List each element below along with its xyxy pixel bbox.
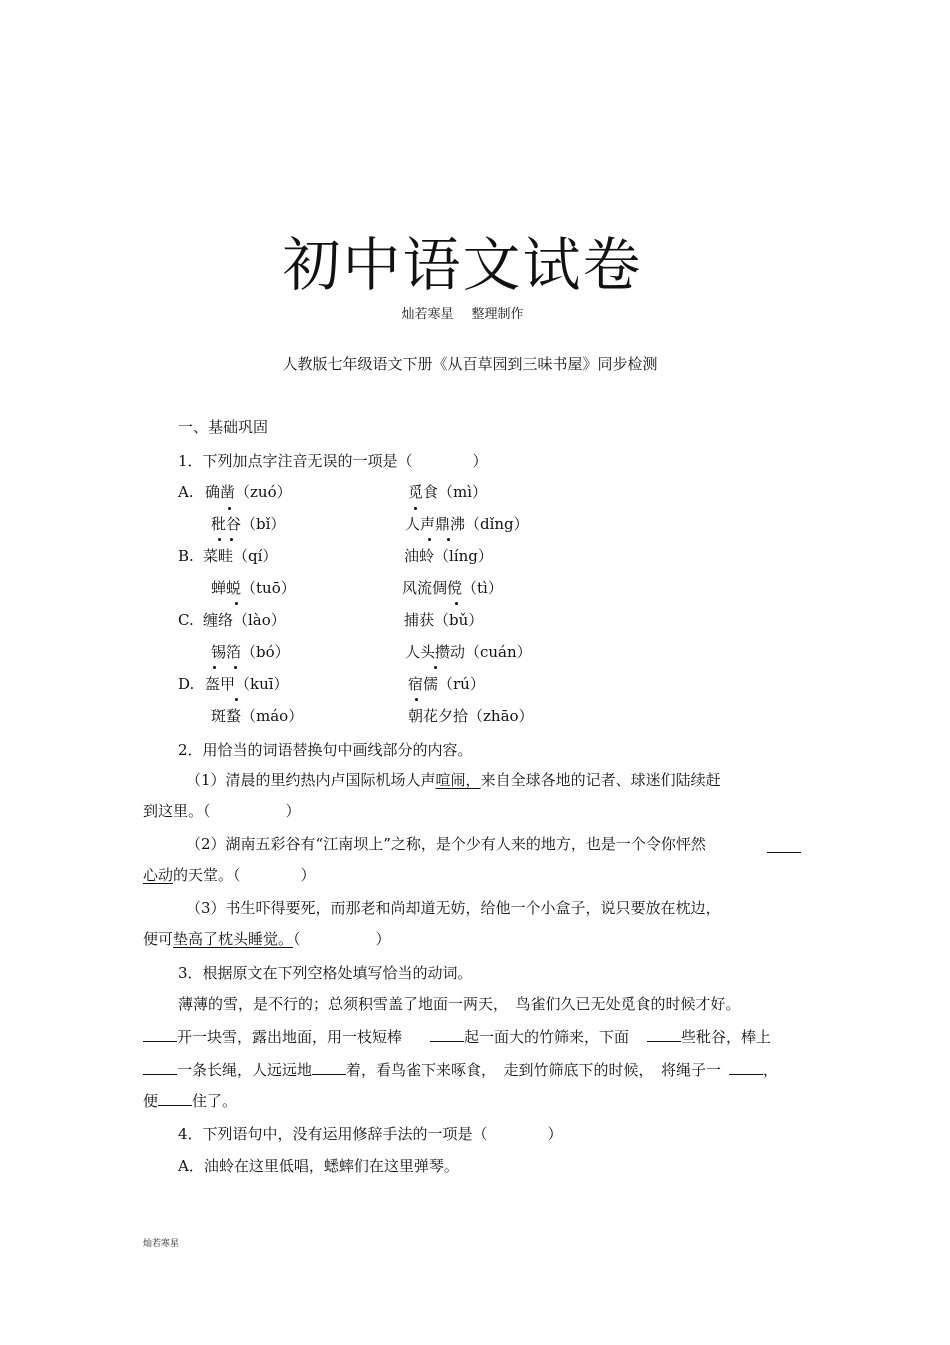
question-4-stem: 4．下列语句中，没有运用修辞手法的一项是（ ） [178, 1125, 563, 1143]
q1-option-label-b: B. [178, 547, 194, 565]
q3-l3-text-b: 着，看鸟雀下来啄食， 走到竹筛底下的时候， 将绳子一 [346, 1061, 722, 1079]
emphasis-dot [428, 538, 431, 541]
q1-option-label-c: C. [178, 611, 194, 629]
q3-l2-text-b: 起一面大的竹筛来，下面 [464, 1028, 630, 1046]
q1-option-d-item-2: 宿儒（rú） [408, 675, 485, 693]
answer-blank [143, 1060, 177, 1075]
emphasis-dot [234, 666, 237, 669]
q1-option-b-item-3: 蝉蜕（tuō） [211, 579, 296, 597]
answer-blank [647, 1027, 681, 1042]
page-title: 初中语文试卷 [282, 231, 643, 299]
q1-option-b-item-4: 风流倜傥（tì） [402, 579, 503, 597]
question-1-stem: 1．下列加点字注音无误的一项是（ ） [178, 452, 488, 470]
q3-l2-text-c: 些秕谷，棒上 [681, 1028, 772, 1046]
q2-s2-underlined: 心动 [143, 866, 174, 884]
q1-option-d-item-1: 盔甲（kuī） [205, 675, 289, 693]
author-name: 灿若寒星 [401, 307, 454, 322]
emphasis-dot [235, 698, 238, 701]
q2-sentence-2: （2）湖南五彩谷有“江南坝上”之称，是个少有人来的地方，也是一个令你怦然 [186, 835, 706, 853]
q3-l4-text-b: 住了。 [192, 1092, 238, 1110]
emphasis-dot [213, 666, 216, 669]
q2-sentence-1-cont: 到这里。（ ） [143, 802, 301, 820]
q3-l3-text-a: 一条长绳，人远远地 [177, 1061, 313, 1079]
q1-option-c-item-1: 缠络（lào） [203, 611, 286, 629]
q2-sentence-1 [186, 770, 721, 790]
q2-sentence-3: （3）书生吓得要死，而那老和尚却道无妨，给他一个小盒子，说只要放在枕边， [186, 899, 721, 917]
q3-l4-text-a: 便 [143, 1092, 159, 1110]
q1-option-b-item-2: 油蛉（líng） [404, 547, 493, 565]
emphasis-dot [228, 507, 231, 510]
answer-blank [767, 838, 801, 853]
q2-s3-text-b: 便可 [143, 930, 174, 948]
q3-passage-line-3 [143, 1060, 778, 1080]
question-2-stem: 2．用恰当的词语替换句中画线部分的内容。 [178, 741, 473, 759]
answer-blank [312, 1060, 346, 1075]
answer-blank [729, 1060, 763, 1075]
emphasis-dot [218, 538, 221, 541]
q3-passage-line-2 [143, 1027, 771, 1047]
q2-s3-text-c: （ ） [293, 930, 391, 948]
q3-passage-line-1: 薄薄的雪，是不行的；总须积雪盖了地面一两天， 鸟雀们久已无处觅食的时候才好。 [178, 995, 741, 1013]
q1-option-label-d: D. [178, 675, 195, 693]
q3-l2-text-a: 开一块雪，露出地面，用一枝短棒 [177, 1028, 403, 1046]
q4-option-a: A．油蛉在这里低唱，蟋蟀们在这里弹琴。 [178, 1157, 459, 1175]
q3-passage-line-4 [143, 1091, 237, 1111]
q1-option-c-item-2: 捕获（bǔ） [404, 611, 484, 629]
page-footer: 灿若寒星 [143, 1239, 180, 1249]
emphasis-dot [434, 666, 437, 669]
q2-s2-text-b: 的天堂。（ ） [173, 866, 316, 884]
answer-blank [143, 1027, 177, 1042]
section-heading: 一、基础巩固 [178, 418, 269, 436]
q1-option-c-item-4: 人头攒动（cuán） [405, 643, 532, 661]
emphasis-dot [447, 538, 450, 541]
emphasis-dot [415, 698, 418, 701]
q2-s1-text-a: （1）清晨的里约热内卢国际机场人声 [186, 771, 436, 789]
answer-blank [430, 1027, 464, 1042]
question-3-stem: 3．根据原文在下列空格处填写恰当的动词。 [178, 964, 473, 982]
q1-option-d-item-3: 斑蝥（máo） [211, 707, 304, 725]
q1-option-label-a: A. [178, 483, 194, 501]
q1-option-a-item-1: 确凿（zuó） [205, 483, 292, 501]
emphasis-dot [230, 538, 233, 541]
answer-blank [158, 1091, 192, 1106]
q3-l3-text-c: ， [763, 1061, 779, 1079]
q1-option-a-item-2: 觅食（mì） [408, 483, 488, 501]
q2-sentence-3-cont [143, 929, 391, 949]
q2-s3-underlined: 垫高了枕头睡觉。 [173, 930, 294, 948]
emphasis-dot [414, 507, 417, 510]
q1-option-c-item-3: 锡箔（bó） [211, 643, 290, 661]
q2-s1-underlined: 喧闹， [435, 771, 481, 789]
exam-subtitle: 人教版七年级语文下册《从百草园到三味书屋》同步检测 [282, 355, 658, 373]
q1-option-d-item-4: 朝花夕拾（zhāo） [408, 707, 534, 725]
emphasis-dot [235, 602, 238, 605]
author-line [0, 303, 925, 322]
q2-s1-text-b: 来自全球各地的记者、球迷们陆续赶 [480, 771, 721, 789]
q1-option-a-item-3: 秕谷（bǐ） [211, 515, 286, 533]
emphasis-dot [455, 602, 458, 605]
q1-option-b-item-1: 菜畦（qí） [203, 547, 278, 565]
q2-sentence-2-cont [143, 865, 316, 885]
author-note: 整理制作 [471, 307, 524, 322]
q1-option-a-item-4: 人声鼎沸（dǐng） [405, 515, 529, 533]
